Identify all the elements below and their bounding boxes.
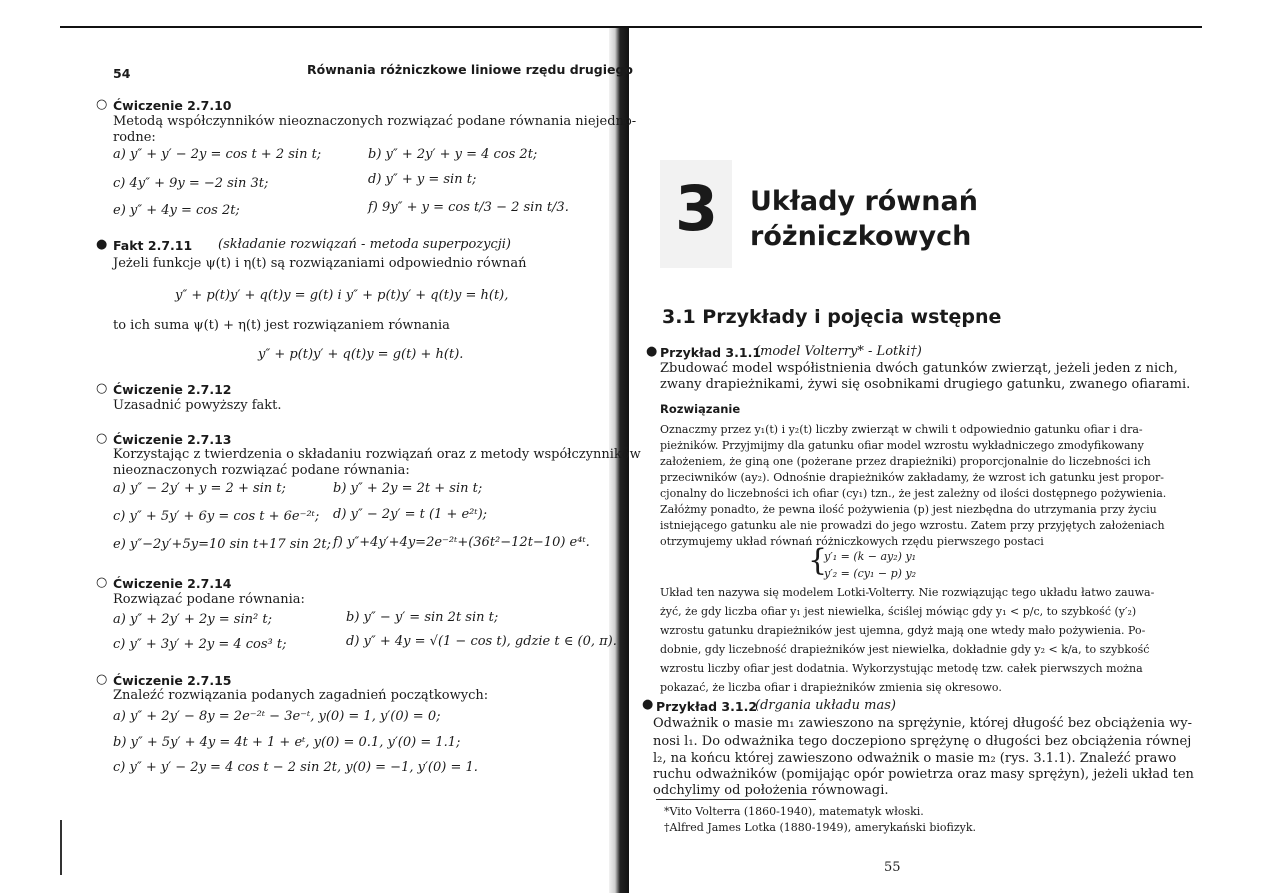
discussion-line: wzrostu liczby ofiar jest dodatnia. Wykorzystując metodę tzw. całek pierwszych można bbox=[660, 662, 1143, 675]
exercise-text: Korzystając z twierdzenia o składaniu rozwiązań oraz z metody współczynników bbox=[113, 447, 641, 462]
page-number-right: 55 bbox=[884, 860, 901, 875]
equation-item: e) y″ + 4y = cos 2t; bbox=[113, 203, 240, 218]
filled-bullet: ● bbox=[646, 344, 658, 359]
equation-item: b) y″ + 2y′ + y = 4 cos 2t; bbox=[368, 147, 538, 162]
fact-heading: Fakt 2.7.11 bbox=[113, 238, 193, 253]
example-text: Zbudować model współistnienia dwóch gatunków zwierząt, jeżeli jeden z nich, bbox=[660, 361, 1178, 376]
equation-item: b) y″ + 2y = 2t + sin t; bbox=[333, 481, 483, 496]
equation-item: b) y″ − y′ = sin 2t sin t; bbox=[346, 610, 499, 625]
example-text: nosi l₁. Do odważnika tego doczepiono sprężynę o długości bez obciążenia równej bbox=[653, 734, 1192, 749]
solution-line: pieżników. Przyjmijmy dla gatunku ofiar model wzrostu wykładniczego zmodyfikowany bbox=[660, 439, 1144, 452]
discussion-line: żyć, że gdy liczba ofiar y₁ jest niewielka, ściślej mówiąc gdy y₁ < p/c, to szybkość (y′₂) bbox=[660, 605, 1137, 618]
equation-item: b) y″ + 5y′ + 4y = 4t + 1 + eᵗ, y(0) = 0.1, y′(0) = 1.1; bbox=[113, 735, 461, 750]
example-subtitle: (model Volterry* - Lotki†) bbox=[755, 344, 922, 359]
hollow-bullet: ○ bbox=[96, 381, 108, 396]
system-equation: y′₂ = (cy₁ − p) y₂ bbox=[824, 567, 917, 580]
top-rule bbox=[60, 26, 1202, 28]
hollow-bullet: ○ bbox=[96, 575, 108, 590]
footnote: *Vito Volterra (1860-1940), matematyk włoski. bbox=[664, 805, 924, 818]
hollow-bullet: ○ bbox=[96, 431, 108, 446]
solution-line: otrzymujemy układ równań różniczkowych rzędu pierwszego postaci bbox=[660, 535, 1044, 548]
exercise-text: nieoznaczonych rozwiązać podane równania: bbox=[113, 463, 410, 478]
example-text: odchylimy od położenia równowagi. bbox=[653, 783, 889, 798]
chapter-title-line2: różniczkowych bbox=[750, 221, 972, 252]
running-head: Równania różniczkowe liniowe rzędu drugiego bbox=[307, 62, 633, 77]
fact-text: Jeżeli funkcje ψ(t) i η(t) są rozwiązaniami odpowiednio równań bbox=[113, 256, 527, 271]
equation-item: e) y″−2y′+5y=10 sin t+17 sin 2t; bbox=[113, 537, 331, 552]
exercise-text: rodne: bbox=[113, 130, 156, 145]
solution-line: cjonalny do liczebności ich ofiar (cy₁) tzn., że jest zależny od ilości dostępnego pożywienia. bbox=[660, 487, 1167, 500]
footnote-rule bbox=[656, 799, 816, 800]
equation-item: c) y″ + 3y′ + 2y = 4 cos³ t; bbox=[113, 637, 287, 652]
discussion-line: wzrostu gatunku drapieżników jest ujemna, gdyż mają one wtedy mało pożywienia. Po- bbox=[660, 624, 1146, 637]
equation-item: f) y″+4y′+4y=2e⁻²ᵗ+(36t²−12t−10) e⁴ᵗ. bbox=[333, 535, 590, 550]
equation-item: c) y″ + 5y′ + 6y = cos t + 6e⁻²ᵗ; bbox=[113, 509, 320, 524]
hollow-bullet: ○ bbox=[96, 97, 108, 112]
discussion-line: dobnie, gdy liczebność drapieżników jest niewielka, dokładnie gdy y₂ < k/a, to szybkość bbox=[660, 643, 1150, 656]
equation-item: f) 9y″ + y = cos t/3 − 2 sin t/3. bbox=[368, 200, 569, 215]
example-text: l₂, na końcu której zawieszono odważnik o masie m₂ (rys. 3.1.1). Znaleźć prawo bbox=[653, 751, 1177, 766]
discussion-line: pokazać, że liczba ofiar i drapieżników zmienia się okresowo. bbox=[660, 681, 1002, 694]
equation-item: d) y″ + 4y = √(1 − cos t), gdzie t ∈ (0, π). bbox=[346, 634, 617, 649]
example-text: Odważnik o masie m₁ zawieszono na sprężynie, której długość bez obciążenia wy- bbox=[653, 716, 1192, 731]
solution-line: Załóżmy ponadto, że pewna ilość pożywienia (p) jest niezbędna do utrzymania przy życiu bbox=[660, 503, 1157, 516]
display-equation: y″ + p(t)y′ + q(t)y = g(t) + h(t). bbox=[258, 347, 464, 362]
solution-line: istniejącego gatunku ale nie prowadzi do jego wzrostu. Zatem przy przyjętych założeniach bbox=[660, 519, 1165, 532]
exercise-text: Uzasadnić powyższy fakt. bbox=[113, 398, 282, 413]
filled-bullet: ● bbox=[642, 697, 654, 712]
discussion-line: Układ ten nazywa się modelem Lotki-Volterry. Nie rozwiązując tego układu łatwo zauwa- bbox=[660, 586, 1155, 599]
exercise-heading: Ćwiczenie 2.7.15 bbox=[113, 673, 232, 688]
exercise-text: Znaleźć rozwiązania podanych zagadnień początkowych: bbox=[113, 688, 489, 703]
solution-heading: Rozwiązanie bbox=[660, 402, 741, 416]
exercise-text: Metodą współczynników nieoznaczonych rozwiązać podane równania niejedno- bbox=[113, 114, 637, 129]
equation-item: d) y″ − 2y′ = t (1 + e²ᵗ); bbox=[333, 507, 488, 522]
solution-line: Oznaczmy przez y₁(t) i y₂(t) liczby zwierząt w chwili t odpowiednio gatunku ofiar i dra- bbox=[660, 423, 1143, 436]
equation-item: c) 4y″ + 9y = −2 sin 3t; bbox=[113, 176, 269, 191]
exercise-heading: Ćwiczenie 2.7.14 bbox=[113, 576, 232, 591]
equation-item: a) y″ + 2y′ − 8y = 2e⁻²ᵗ − 3e⁻ᵗ, y(0) = 1, y′(0) = 0; bbox=[113, 709, 441, 724]
section-title: 3.1 Przykłady i pojęcia wstępne bbox=[662, 306, 1002, 328]
exercise-heading: Ćwiczenie 2.7.13 bbox=[113, 432, 232, 447]
equation-item: a) y″ − 2y′ + y = 2 + sin t; bbox=[113, 481, 286, 496]
equation-item: d) y″ + y = sin t; bbox=[368, 172, 477, 187]
chapter-number: 3 bbox=[675, 172, 719, 245]
exercise-heading: Ćwiczenie 2.7.10 bbox=[113, 98, 232, 113]
example-heading: Przykład 3.1.1 bbox=[660, 345, 762, 360]
example-subtitle: (drgania układu mas) bbox=[755, 698, 896, 713]
equation-item: c) y″ + y′ − 2y = 4 cos t − 2 sin 2t, y(0) = −1, y′(0) = 1. bbox=[113, 760, 478, 775]
solution-line: założeniem, że giną one (pożerane przez drapieżniki) proporcjonalnie do liczebności ich bbox=[660, 455, 1151, 468]
fact-text: to ich suma ψ(t) + η(t) jest rozwiązaniem równania bbox=[113, 318, 450, 333]
display-equation: y″ + p(t)y′ + q(t)y = g(t) i y″ + p(t)y′ + q(t)y = h(t), bbox=[175, 288, 509, 303]
example-text: ruchu odważników (pomijając opór powietrza oraz masy sprężyn), jeżeli układ ten bbox=[653, 767, 1194, 782]
example-text: zwany drapieżnikami, żywi się osobnikami drugiego gatunku, zwanego ofiarami. bbox=[660, 377, 1191, 392]
system-equation: y′₁ = (k − ay₂) y₁ bbox=[824, 550, 917, 563]
page-number-left: 54 bbox=[113, 66, 131, 81]
solution-line: przeciwników (ay₂). Odnośnie drapieżników zakładamy, że wzrost ich gatunku jest propor- bbox=[660, 471, 1164, 484]
equation-item: a) y″ + 2y′ + 2y = sin² t; bbox=[113, 612, 272, 627]
footnote: †Alfred James Lotka (1880-1949), amerykański biofizyk. bbox=[664, 821, 977, 834]
filled-bullet: ● bbox=[96, 237, 108, 252]
exercise-heading: Ćwiczenie 2.7.12 bbox=[113, 382, 232, 397]
example-heading: Przykład 3.1.2 bbox=[656, 699, 758, 714]
page-edge bbox=[60, 820, 62, 875]
fact-subtitle: (składanie rozwiązań - metoda superpozycji) bbox=[218, 237, 512, 252]
system-brace: { bbox=[808, 543, 828, 578]
chapter-title-line1: Układy równań bbox=[750, 186, 978, 217]
equation-item: a) y″ + y′ − 2y = cos t + 2 sin t; bbox=[113, 147, 322, 162]
hollow-bullet: ○ bbox=[96, 672, 108, 687]
exercise-text: Rozwiązać podane równania: bbox=[113, 592, 305, 607]
